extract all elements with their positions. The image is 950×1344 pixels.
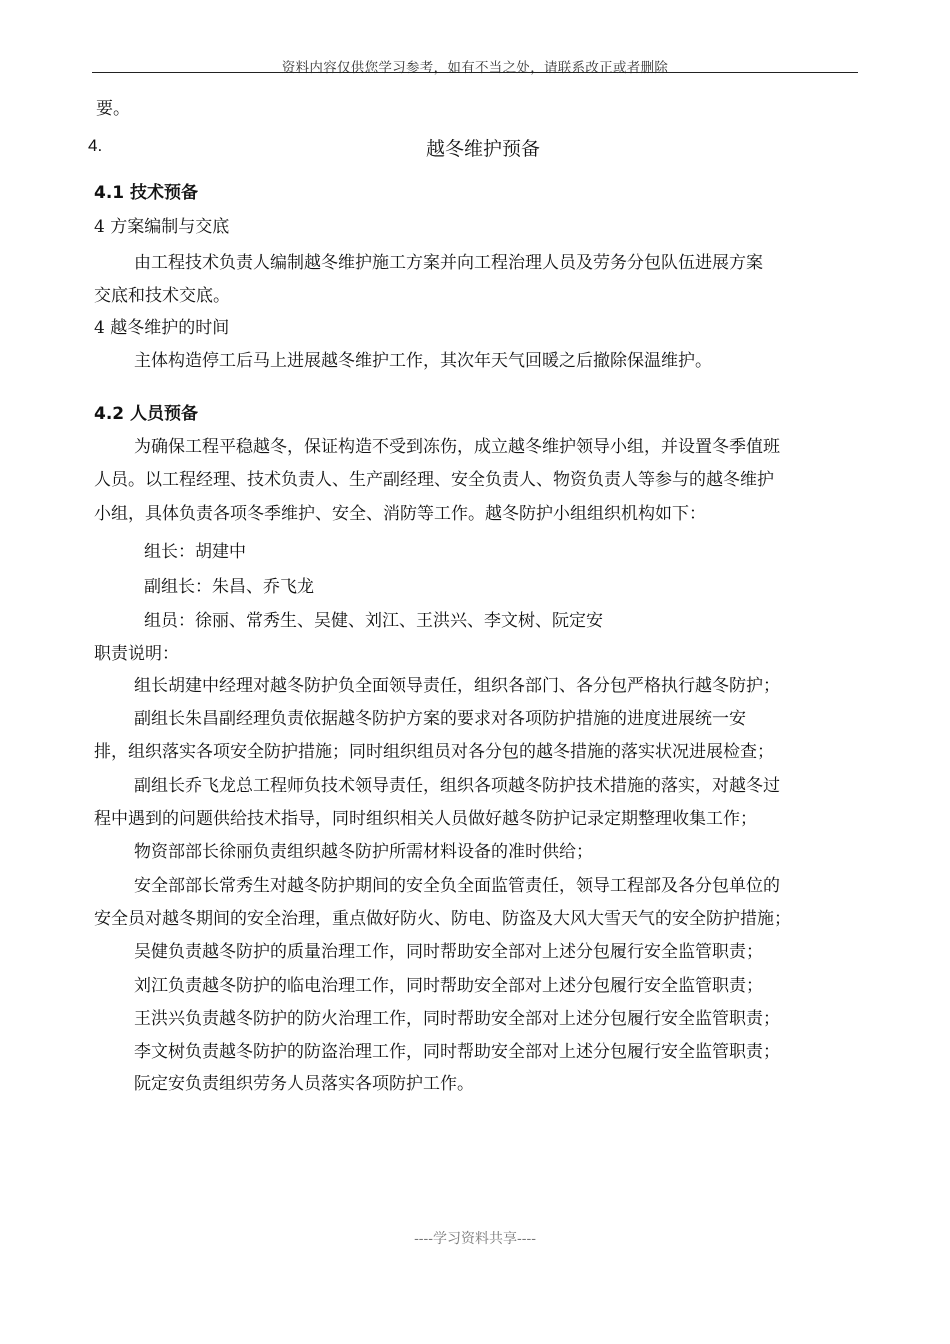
item-heading-time: 4 越冬维护的时间	[94, 318, 230, 338]
duties-label: 职责说明：	[94, 644, 179, 664]
duty-deputy-qiao-line-2: 程中遇到的问题供给技术指导，同时组织相关人员做好越冬防护记录定期整理收集工作；	[94, 809, 757, 829]
header-divider	[92, 72, 858, 73]
section-number: 4.	[88, 136, 103, 155]
duty-quality: 吴健负责越冬防护的质量治理工作，同时帮助安全部对上述分包履行安全监管职责；	[134, 942, 763, 962]
page-footer: ----学习资料共享----	[414, 1231, 536, 1247]
item-heading-plan: 4 方案编制与交底	[94, 217, 230, 237]
paragraph-staff-line-3: 小组，具体负责各项冬季维护、安全、消防等工作。越冬防护小组组织机构如下：	[94, 504, 706, 524]
team-leader: 组长：胡建中	[144, 542, 246, 562]
duty-deputy-zhu-line-1: 副组长朱昌副经理负责依据越冬防护方案的要求对各项防护措施的进度进展统一安	[134, 709, 746, 729]
duty-fire: 王洪兴负责越冬防护的防火治理工作，同时帮助安全部对上述分包履行安全监管职责；	[134, 1009, 780, 1029]
paragraph-plan-line-1: 由工程技术负责人编制越冬维护施工方案并向工程治理人员及劳务分包队伍进展方案	[134, 253, 763, 273]
duty-deputy-qiao-line-1: 副组长乔飞龙总工程师负技术领导责任，组织各项越冬防护技术措施的落实，对越冬过	[134, 776, 780, 796]
duty-leader: 组长胡建中经理对越冬防护负全面领导责任，组织各部门、各分包严格执行越冬防护；	[134, 676, 780, 696]
paragraph-staff-line-2: 人员。以工程经理、技术负责人、生产副经理、安全负责人、物资负责人等参与的越冬维护	[94, 470, 774, 490]
subsection-heading-4-2: 4.2 人员预备	[94, 404, 199, 424]
team-deputies: 副组长：朱昌、乔飞龙	[144, 577, 314, 597]
paragraph-plan-line-2: 交底和技术交底。	[94, 286, 230, 306]
duty-materials: 物资部部长徐丽负责组织越冬防护所需材料设备的准时供给；	[134, 842, 593, 862]
paragraph-time: 主体构造停工后马上进展越冬维护工作，其次年天气回暖之后撤除保温维护。	[134, 351, 712, 371]
duty-safety-line-1: 安全部部长常秀生对越冬防护期间的安全负全面监管责任，领导工程部及各分包单位的	[134, 876, 780, 896]
duty-electric: 刘江负责越冬防护的临电治理工作，同时帮助安全部对上述分包履行安全监管职责；	[134, 976, 763, 996]
paragraph-staff-line-1: 为确保工程平稳越冬，保证构造不受到冻伤，成立越冬维护领导小组，并设置冬季值班	[134, 437, 780, 457]
duty-labor: 阮定安负责组织劳务人员落实各项防护工作。	[134, 1074, 474, 1094]
duty-safety-line-2: 安全员对越冬期间的安全治理，重点做好防火、防电、防盗及大风大雪天气的安全防护措施；	[94, 909, 791, 929]
subsection-heading-4-1: 4.1 技术预备	[94, 183, 199, 203]
continuation-text: 要。	[96, 99, 130, 119]
duty-deputy-zhu-line-2: 排，组织落实各项安全防护措施；同时组织组员对各分包的越冬措施的落实状况进展检查；	[94, 742, 774, 762]
team-members: 组员：徐丽、常秀生、吴健、刘江、王洪兴、李文树、阮定安	[144, 611, 603, 631]
header-notice: 资料内容仅供您学习参考，如有不当之处，请联系改正或者删除	[281, 60, 669, 76]
section-title: 越冬维护预备	[426, 138, 541, 160]
duty-theft: 李文树负责越冬防护的防盗治理工作，同时帮助安全部对上述分包履行安全监管职责；	[134, 1042, 780, 1062]
